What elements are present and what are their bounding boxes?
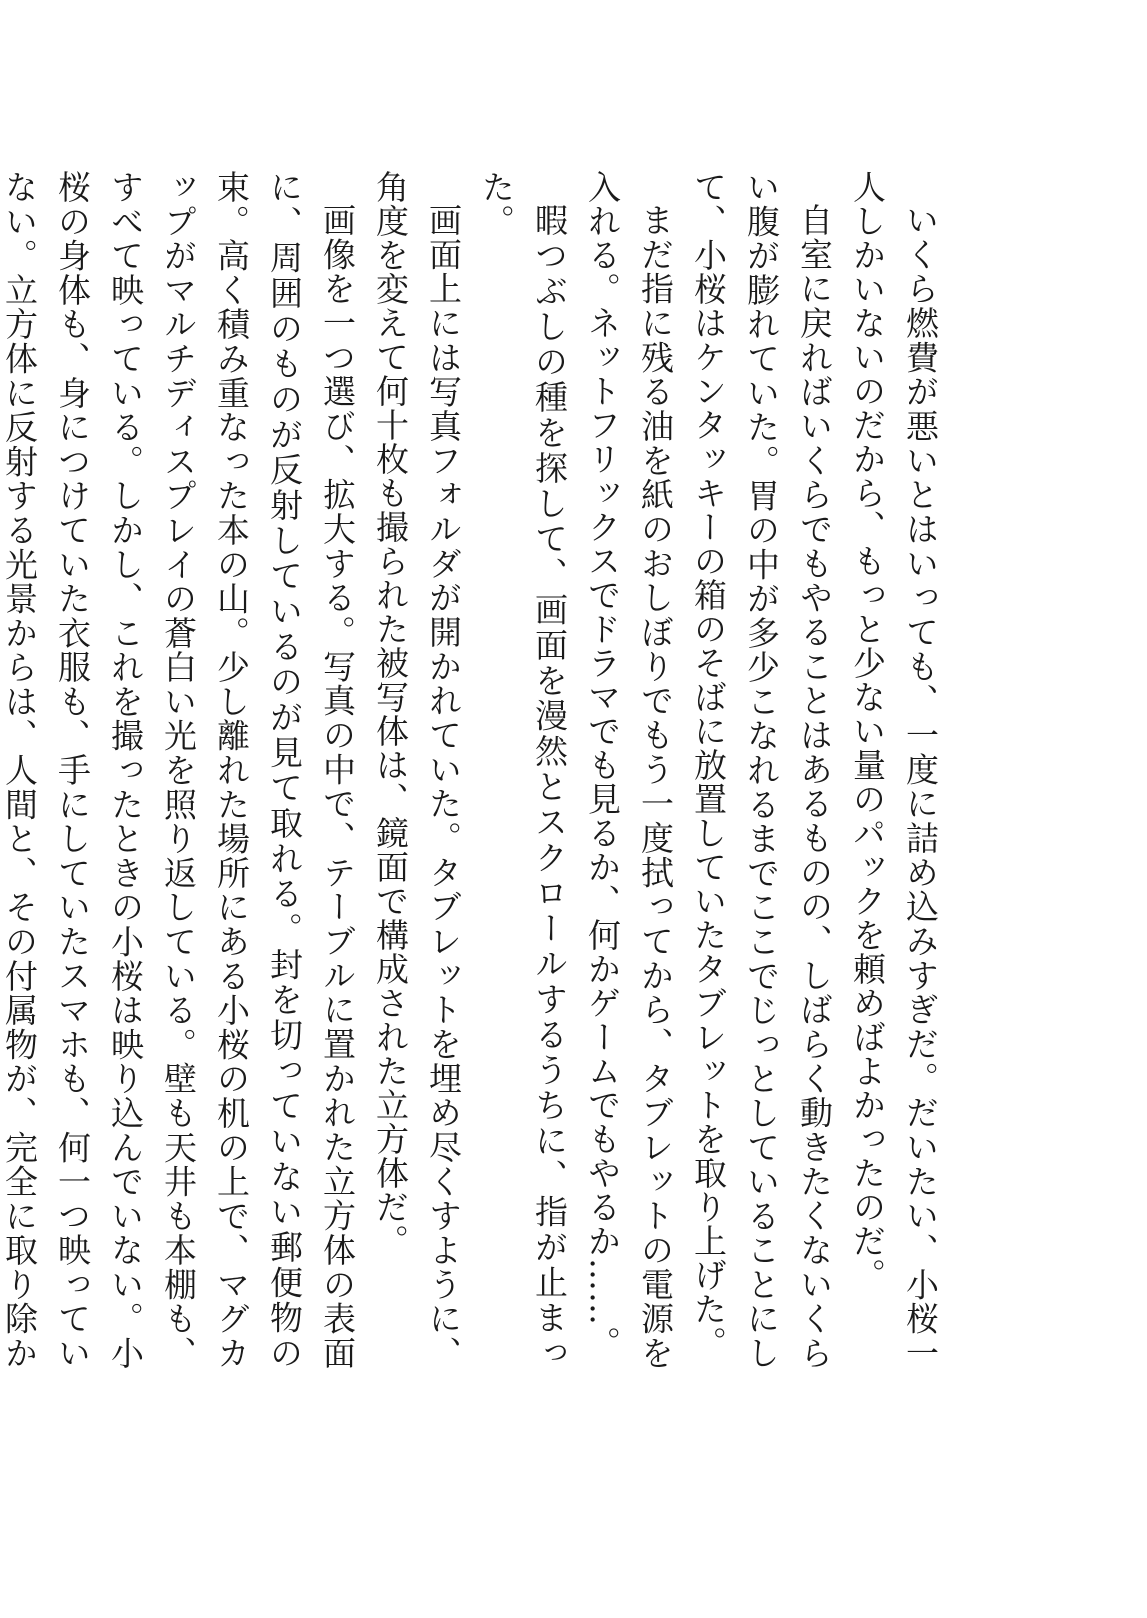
paragraph-2: 自室に戻ればいくらでもやることはあるものの、しばらく動きたくないくらい腹が膨れていた。胃の中が多少こなれるまでここでじっとしていることにして、小桜はケンタッキーの箱のそばに放置していたタブレットを取り上げた。 xyxy=(689,170,834,1370)
paragraph-6: 画像を一つ選び、拡大する。写真の中で、テーブルに置かれた立方体の表面に、周囲のものが反射しているのが見て取れる。封を切っていない郵便物の束。高く積み重なった本の山。少し離れた場所にある小桜の机の上で、マグカップがマルチディスプレイの蒼白い光を照り返している。壁も天井も本棚も、すべて映っている。しかし、これを撮ったときの小桜は映り込んでいない。小桜の身体も、身につけていた衣服も、手にしていたスマホも、何一つ映っていない。立方体に反射する光景からは、人間と、その付属物が、完全に取り除か xyxy=(0,170,357,1371)
paragraph-5: 画面上には写真フォルダが開かれていた。タブレットを埋め尽くすように、角度を変えて何十枚も撮られた被写体は、鏡面で構成された立方体だ。 xyxy=(371,170,463,1370)
paragraph-3: まだ指に残る油を紙のおしぼりでもう一度拭ってから、タブレットの電源を入れる。ネットフリックスでドラマでも見るか、何かゲームでもやるか……。 xyxy=(583,170,675,1371)
paragraph-1: いくら燃費が悪いとはいっても、一度に詰め込みすぎだ。だいたい、小桜一人しかいないのだから、もっと少ない量のパックを頼めばよかったのだ。 xyxy=(848,170,940,1370)
paragraph-4: 暇つぶしの種を探して、画面を漫然とスクロールするうちに、指が止まった。 xyxy=(477,170,569,1370)
vertical-text-body xyxy=(0,170,947,1371)
